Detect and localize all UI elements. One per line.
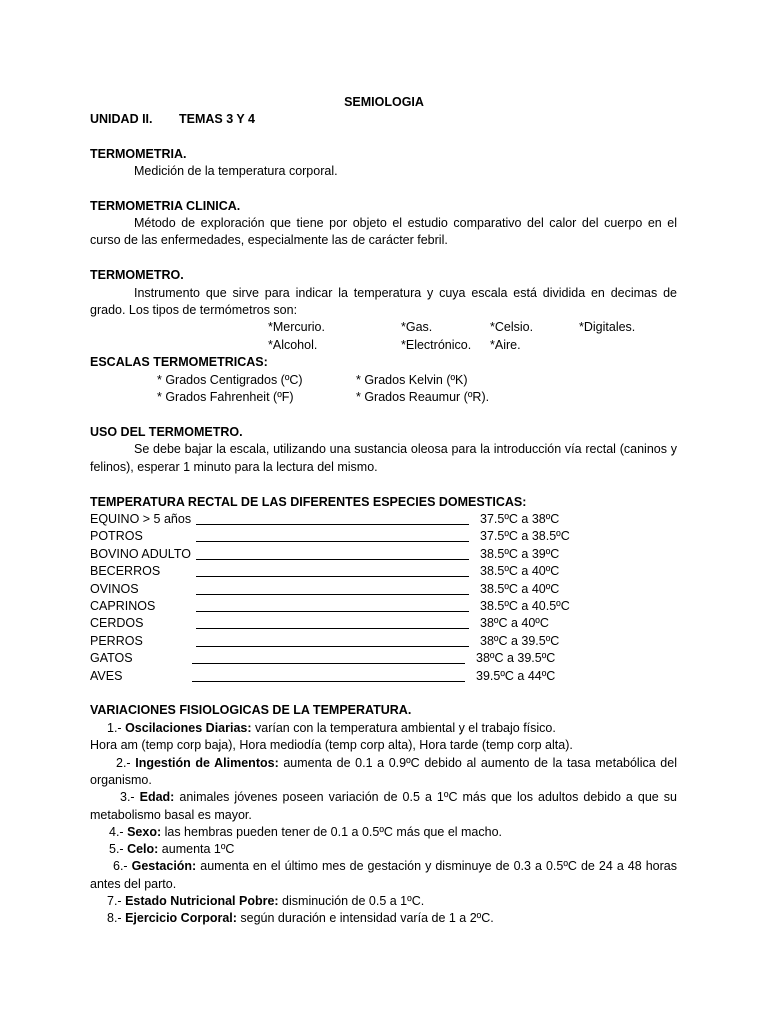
- termometria-clinica-line2: curso de las enfermedades, especialmente las de carácter febril.: [90, 233, 448, 247]
- item-number: 6.-: [113, 859, 128, 874]
- item-label: Ingestión de Alimentos:: [135, 755, 279, 770]
- uso-line1: Se debe bajar la escala, utilizando una sustancia oleosa para la introducción vía rectal (caninos y: [134, 442, 677, 456]
- temperature-range: 39.5ºC a 44ºC: [476, 668, 556, 683]
- variation-line: [90, 737, 573, 754]
- species-label: AVES: [90, 668, 123, 683]
- thermometer-type: *Alcohol.: [268, 338, 318, 352]
- item-text: metabolismo basal es mayor.: [90, 807, 252, 822]
- item-label: Gestación:: [131, 859, 197, 874]
- temperature-range: 38.5ºC a 39ºC: [480, 546, 560, 561]
- scale-item: * Grados Centigrados (ºC): [157, 373, 303, 387]
- variation-line: [120, 789, 677, 806]
- item-text: Hora am (temp corp baja), Hora mediodía (temp corp alta), Hora tarde (temp corp alta).: [90, 738, 573, 753]
- topics-label: TEMAS 3 Y 4: [179, 112, 255, 126]
- species-label: OVINOS: [90, 581, 139, 596]
- fill-rule: [196, 628, 469, 629]
- scale-item: * Grados Kelvin (ºK): [356, 373, 468, 387]
- fill-rule: [196, 541, 469, 542]
- variation-line: [116, 755, 677, 772]
- item-number: 2.-: [116, 755, 131, 770]
- item-label: Celo:: [127, 842, 159, 857]
- species-label: PERROS: [90, 633, 143, 648]
- item-number: 1.-: [107, 721, 122, 735]
- variation-line: [107, 910, 494, 927]
- thermometer-type: *Aire.: [490, 338, 521, 352]
- species-label: BOVINO ADULTO: [90, 546, 191, 561]
- item-text: aumenta de 0.1 a 0.9ºC debido al aumento de la tasa metabólica del: [278, 755, 677, 770]
- temperature-range: 38.5ºC a 40ºC: [480, 581, 560, 596]
- species-label: EQUINO > 5 años: [90, 512, 192, 526]
- thermometer-type: *Digitales.: [579, 320, 636, 334]
- item-label: Edad:: [139, 790, 175, 805]
- item-label: Ejercicio Corporal:: [125, 911, 237, 926]
- item-label: Estado Nutricional Pobre:: [125, 894, 279, 908]
- variation-line: [107, 893, 424, 910]
- document-title: SEMIOLOGIA: [344, 95, 424, 109]
- item-number: 7.-: [107, 894, 122, 908]
- variation-line: [90, 876, 176, 893]
- temperature-range: 38ºC a 39.5ºC: [476, 651, 556, 666]
- variation-line: [109, 841, 234, 858]
- species-label: CAPRINOS: [90, 599, 156, 613]
- termometro-line1: Instrumento que sirve para indicar la temperatura y cuya escala está dividida en decimas de: [134, 286, 677, 300]
- temperature-range: 37.5ºC a 38.5ºC: [480, 529, 570, 544]
- temperature-range: 38ºC a 39.5ºC: [480, 633, 560, 648]
- item-text: disminución de 0.5 a 1ºC.: [278, 894, 425, 908]
- unit-label: UNIDAD II.: [90, 112, 153, 126]
- temperature-range: 37.5ºC a 38ºC: [480, 512, 560, 526]
- species-label: GATOS: [90, 651, 133, 666]
- termometria-clinica-line1: Método de exploración que tiene por objeto el estudio comparativo del calor del cuerpo en el: [134, 216, 677, 230]
- species-label: BECERROS: [90, 564, 161, 579]
- temperature-range: 38.5ºC a 40ºC: [480, 564, 560, 579]
- item-text: varían con la temperatura ambiental y el trabajo físico.: [251, 721, 556, 735]
- item-number: 5.-: [109, 842, 124, 857]
- item-text: organismo.: [90, 772, 152, 787]
- fill-rule: [196, 594, 469, 595]
- variation-line: [109, 824, 502, 841]
- thermometer-type: *Celsio.: [490, 320, 534, 334]
- species-label: CERDOS: [90, 616, 144, 631]
- termometro-line2: grado. Los tipos de termómetros son:: [90, 303, 298, 317]
- fill-rule: [196, 524, 469, 525]
- item-label: Sexo:: [127, 824, 162, 839]
- escalas-heading: ESCALAS TERMOMETRICAS:: [90, 355, 268, 369]
- termometria-heading: TERMOMETRIA.: [90, 147, 187, 161]
- variation-line: [90, 807, 252, 824]
- uso-heading: USO DEL TERMOMETRO.: [90, 425, 243, 439]
- termometria-clinica-heading: TERMOMETRIA CLINICA.: [90, 199, 241, 213]
- species-label: POTROS: [90, 529, 143, 544]
- item-label: Oscilaciones Diarias:: [125, 721, 252, 735]
- fill-rule: [192, 663, 465, 664]
- item-number: 3.-: [120, 790, 135, 805]
- item-number: 4.-: [109, 824, 124, 839]
- variation-line: [107, 720, 556, 737]
- temperature-range: 38.5ºC a 40.5ºC: [480, 599, 570, 613]
- variation-line: [113, 858, 677, 875]
- fill-rule: [196, 576, 469, 577]
- item-text: las hembras pueden tener de 0.1 a 0.5ºC más que el macho.: [161, 824, 503, 839]
- thermometer-type: *Gas.: [401, 320, 433, 334]
- fill-rule: [192, 681, 465, 682]
- variaciones-heading: VARIACIONES FISIOLOGICAS DE LA TEMPERATURA.: [90, 703, 412, 717]
- uso-line2: felinos), esperar 1 minuto para la lectura del mismo.: [90, 460, 378, 474]
- temperatura-rectal-heading: TEMPERATURA RECTAL DE LAS DIFERENTES ESPECIES DOMESTICAS:: [90, 495, 527, 509]
- item-text: según duración e intensidad varía de 1 a 2ºC.: [236, 911, 494, 926]
- item-number: 8.-: [107, 911, 122, 926]
- fill-rule: [196, 559, 469, 560]
- scale-item: * Grados Fahrenheit (ºF): [157, 390, 294, 404]
- item-text: antes del parto.: [90, 876, 177, 891]
- termometria-text: Medición de la temperatura corporal.: [134, 164, 338, 178]
- fill-rule: [196, 611, 469, 612]
- item-text: animales jóvenes poseen variación de 0.5 a 1ºC más que los adultos debido a que su: [174, 790, 677, 805]
- thermometer-type: *Mercurio.: [268, 320, 325, 334]
- variation-line: [90, 772, 152, 789]
- fill-rule: [196, 646, 469, 647]
- thermometer-type: *Electrónico.: [401, 338, 472, 352]
- item-text: aumenta 1ºC: [158, 842, 235, 857]
- item-text: aumenta en el último mes de gestación y disminuye de 0.3 a 0.5ºC de 24 a 48 horas: [196, 859, 677, 874]
- scale-item: * Grados Reaumur (ºR).: [356, 390, 490, 404]
- termometro-heading: TERMOMETRO.: [90, 268, 184, 282]
- temperature-range: 38ºC a 40ºC: [480, 616, 549, 631]
